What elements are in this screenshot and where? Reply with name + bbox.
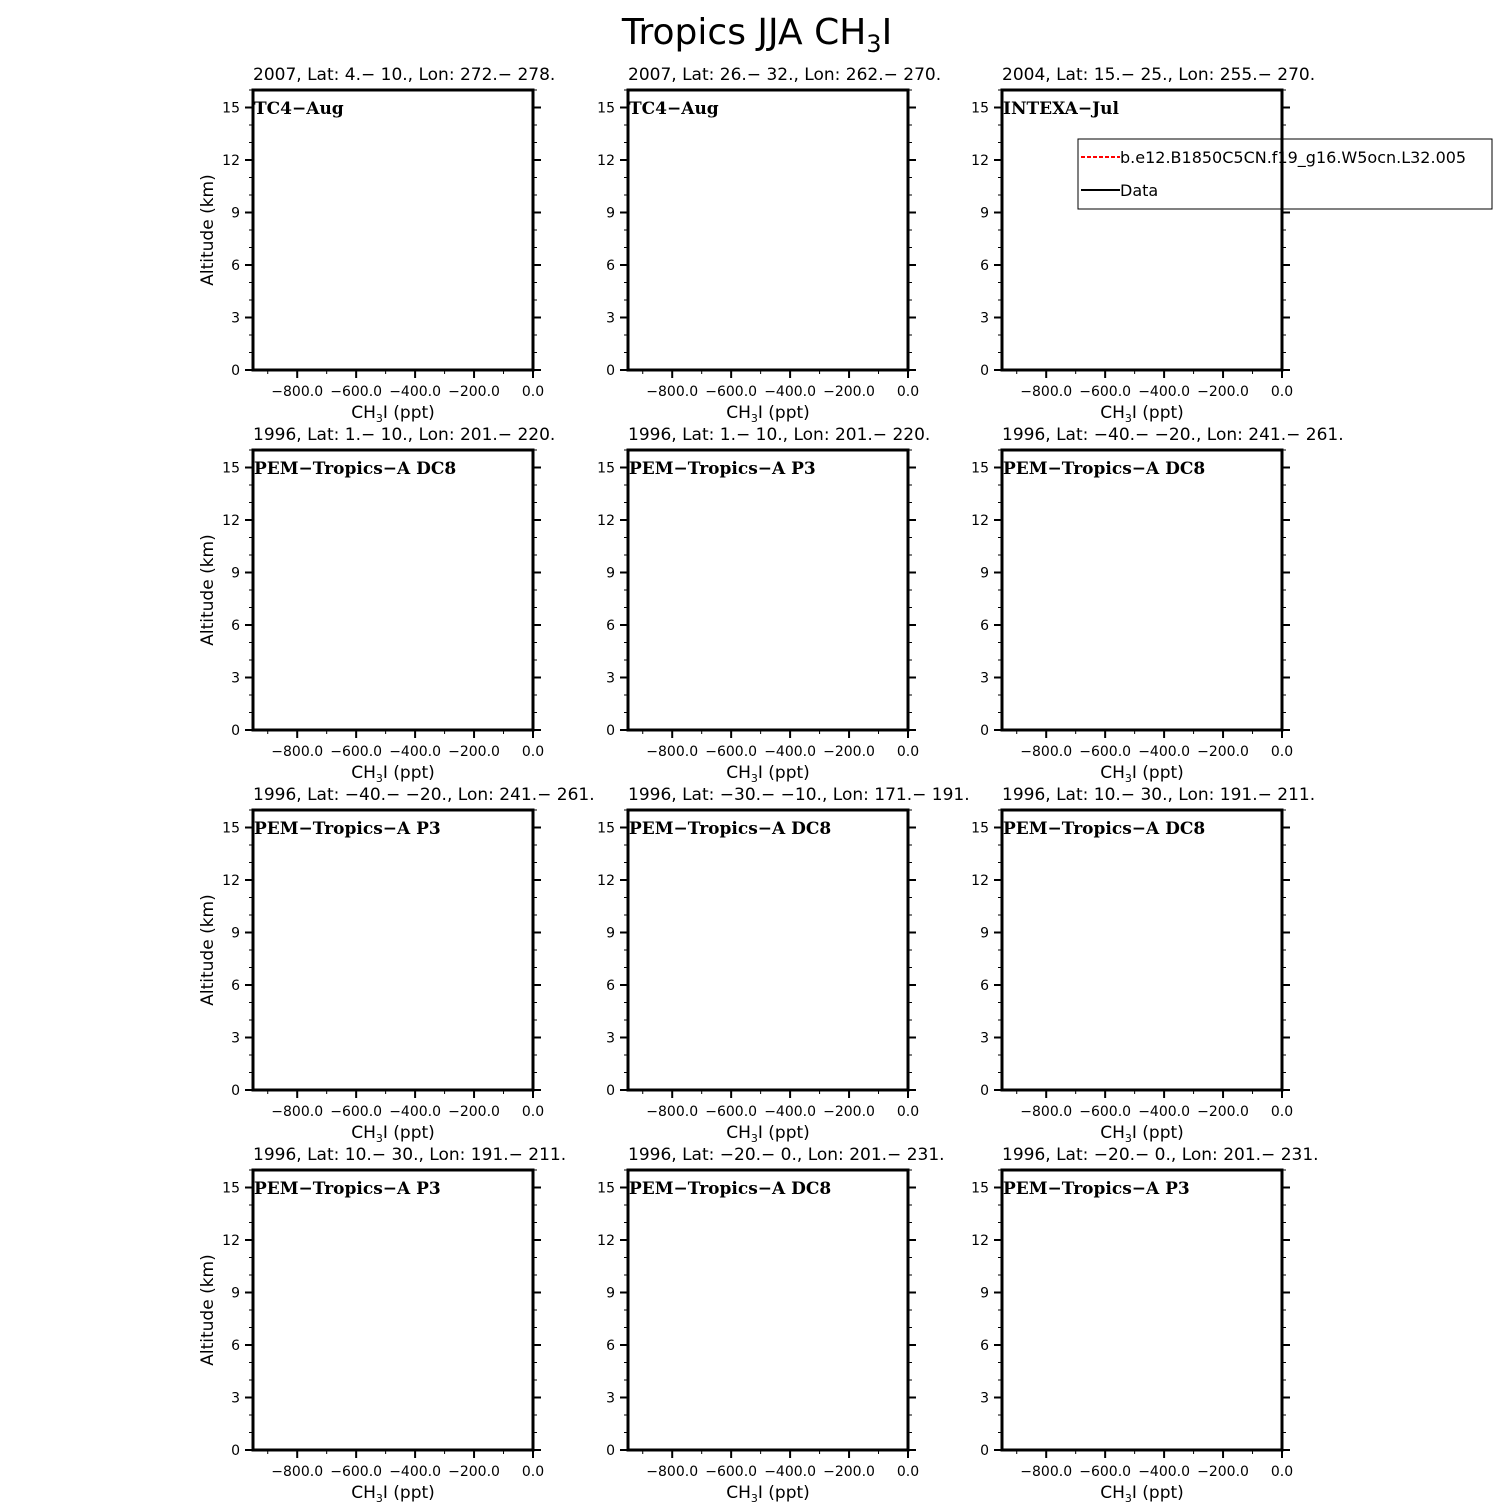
y-tick-label: 9 bbox=[606, 205, 615, 222]
y-tick-label: 12 bbox=[222, 153, 240, 169]
x-tick-label: −200.0 bbox=[448, 1104, 500, 1120]
x-axis-label: $CH_3I$ (ppt) bbox=[726, 1123, 810, 1145]
panel-6 bbox=[971, 425, 1343, 785]
x-tick-label: −600.0 bbox=[330, 1464, 383, 1480]
y-tick-label: 12 bbox=[597, 873, 615, 889]
panel-header: 1996, Lat: −40.− −20., Lon: 241.− 261. bbox=[1002, 425, 1344, 445]
y-tick-label: 0 bbox=[980, 1083, 989, 1099]
x-tick-label: −400.0 bbox=[1138, 744, 1191, 760]
x-tick-label: 0.0 bbox=[1270, 1464, 1294, 1480]
panel-header: 2007, Lat: 4.− 10., Lon: 272.− 278. bbox=[253, 65, 556, 85]
y-tick-label: 0 bbox=[606, 1443, 615, 1459]
panel-header: 1996, Lat: 10.− 30., Lon: 191.− 211. bbox=[253, 1145, 567, 1165]
y-tick-label: 3 bbox=[980, 1030, 989, 1047]
x-tick-label: −200.0 bbox=[823, 744, 875, 760]
panel-8 bbox=[597, 785, 969, 1145]
y-tick-label: 6 bbox=[606, 978, 615, 994]
x-tick-label: 0.0 bbox=[521, 384, 545, 400]
mission-label: PEM−Tropics−A DC8 bbox=[1003, 459, 1206, 479]
y-tick-label: 12 bbox=[971, 873, 989, 889]
y-tick-label: 0 bbox=[231, 723, 240, 739]
panel-4 bbox=[198, 425, 555, 785]
y-tick-label: 9 bbox=[231, 925, 240, 942]
x-tick-label: −600.0 bbox=[330, 1104, 383, 1120]
plot-frame bbox=[1002, 450, 1282, 730]
plot-frame bbox=[253, 450, 533, 730]
mission-label: PEM−Tropics−A DC8 bbox=[254, 459, 457, 479]
panel-header: 1996, Lat: −30.− −10., Lon: 171.− 191. bbox=[628, 785, 970, 805]
mission-label: PEM−Tropics−A DC8 bbox=[629, 819, 832, 839]
y-tick-label: 12 bbox=[597, 1233, 615, 1249]
plot-frame bbox=[253, 1170, 533, 1450]
y-tick-label: 9 bbox=[231, 205, 240, 222]
y-tick-label: 15 bbox=[222, 460, 240, 477]
panel-11 bbox=[597, 1145, 944, 1505]
x-tick-label: −600.0 bbox=[1079, 1464, 1132, 1480]
x-tick-label: −600.0 bbox=[330, 744, 383, 760]
y-tick-label: 12 bbox=[971, 153, 989, 169]
y-tick-label: 12 bbox=[222, 513, 240, 529]
y-tick-label: 6 bbox=[231, 258, 240, 274]
mission-label: TC4−Aug bbox=[629, 99, 719, 119]
x-tick-label: 0.0 bbox=[521, 744, 545, 760]
y-axis-label: Altitude (km) bbox=[198, 174, 218, 286]
plot-frame bbox=[253, 90, 533, 370]
panel-header: 2007, Lat: 26.− 32., Lon: 262.− 270. bbox=[628, 65, 942, 85]
y-tick-label: 3 bbox=[606, 670, 615, 687]
y-tick-label: 0 bbox=[231, 1443, 240, 1459]
x-tick-label: −400.0 bbox=[389, 1104, 442, 1120]
x-tick-label: −200.0 bbox=[1197, 384, 1249, 400]
plot-frame bbox=[253, 810, 533, 1090]
plot-frame bbox=[628, 1170, 908, 1450]
x-tick-label: −800.0 bbox=[646, 384, 699, 400]
y-tick-label: 12 bbox=[597, 513, 615, 529]
y-tick-label: 9 bbox=[231, 1285, 240, 1302]
y-tick-label: 6 bbox=[606, 258, 615, 274]
y-axis-label: Altitude (km) bbox=[198, 894, 218, 1006]
y-tick-label: 9 bbox=[606, 925, 615, 942]
x-tick-label: −200.0 bbox=[1197, 744, 1249, 760]
y-tick-label: 12 bbox=[222, 1233, 240, 1249]
x-tick-label: −600.0 bbox=[705, 744, 758, 760]
panel-header: 1996, Lat: −40.− −20., Lon: 241.− 261. bbox=[253, 785, 595, 805]
x-axis-label: $CH_3I$ (ppt) bbox=[1100, 1123, 1184, 1145]
x-tick-label: 0.0 bbox=[1270, 1104, 1294, 1120]
y-tick-label: 6 bbox=[980, 258, 989, 274]
x-axis-label: $CH_3I$ (ppt) bbox=[351, 1123, 435, 1145]
panel-header: 1996, Lat: −20.− 0., Lon: 201.− 231. bbox=[1002, 1145, 1319, 1165]
x-tick-label: −200.0 bbox=[448, 384, 500, 400]
legend-label-1: b.e12.B1850C5CN.f19_g16.W5ocn.L32.005 bbox=[1120, 148, 1467, 167]
y-tick-label: 0 bbox=[980, 723, 989, 739]
y-tick-label: 15 bbox=[597, 460, 615, 477]
y-tick-label: 15 bbox=[222, 100, 240, 117]
y-tick-label: 15 bbox=[597, 1180, 615, 1197]
mission-label: PEM−Tropics−A P3 bbox=[1003, 1179, 1190, 1199]
y-tick-label: 15 bbox=[971, 820, 989, 837]
x-axis-label: $CH_3I$ (ppt) bbox=[351, 403, 435, 425]
y-tick-label: 3 bbox=[231, 1030, 240, 1047]
x-axis-label: $CH_3I$ (ppt) bbox=[726, 1483, 810, 1505]
y-tick-label: 0 bbox=[606, 1083, 615, 1099]
x-tick-label: −400.0 bbox=[1138, 1464, 1191, 1480]
panel-10 bbox=[198, 1145, 566, 1505]
plot-frame bbox=[628, 90, 908, 370]
y-tick-label: 0 bbox=[231, 363, 240, 379]
x-tick-label: 0.0 bbox=[1270, 384, 1294, 400]
x-tick-label: −800.0 bbox=[646, 1104, 699, 1120]
mission-label: PEM−Tropics−A DC8 bbox=[1003, 819, 1206, 839]
y-tick-label: 9 bbox=[606, 1285, 615, 1302]
panels-grid bbox=[198, 65, 1344, 1505]
y-tick-label: 12 bbox=[971, 513, 989, 529]
x-tick-label: −800.0 bbox=[271, 744, 324, 760]
panel-header: 1996, Lat: 1.− 10., Lon: 201.− 220. bbox=[253, 425, 556, 445]
y-tick-label: 3 bbox=[231, 670, 240, 687]
x-tick-label: −200.0 bbox=[823, 1104, 875, 1120]
x-axis-label: $CH_3I$ (ppt) bbox=[1100, 763, 1184, 785]
x-tick-label: −200.0 bbox=[823, 1464, 875, 1480]
x-tick-label: 0.0 bbox=[896, 384, 920, 400]
panel-12 bbox=[971, 1145, 1318, 1505]
x-axis-label: $CH_3I$ (ppt) bbox=[351, 1483, 435, 1505]
y-tick-label: 6 bbox=[980, 618, 989, 634]
x-tick-label: −800.0 bbox=[271, 1104, 324, 1120]
x-tick-label: −600.0 bbox=[705, 1464, 758, 1480]
y-tick-label: 12 bbox=[222, 873, 240, 889]
x-tick-label: −200.0 bbox=[448, 744, 500, 760]
mission-label: PEM−Tropics−A P3 bbox=[629, 459, 816, 479]
y-tick-label: 9 bbox=[980, 565, 989, 582]
x-tick-label: −400.0 bbox=[764, 1104, 817, 1120]
y-tick-label: 15 bbox=[971, 100, 989, 117]
y-tick-label: 15 bbox=[597, 100, 615, 117]
mission-label: PEM−Tropics−A P3 bbox=[254, 819, 441, 839]
y-tick-label: 3 bbox=[980, 670, 989, 687]
y-tick-label: 3 bbox=[606, 310, 615, 327]
x-axis-label: $CH_3I$ (ppt) bbox=[1100, 403, 1184, 425]
x-tick-label: −200.0 bbox=[1197, 1464, 1249, 1480]
x-tick-label: −400.0 bbox=[764, 744, 817, 760]
plot-frame bbox=[1002, 90, 1282, 370]
plot-frame bbox=[628, 450, 908, 730]
panel-header: 1996, Lat: 10.− 30., Lon: 191.− 211. bbox=[1002, 785, 1316, 805]
x-tick-label: −400.0 bbox=[764, 1464, 817, 1480]
x-tick-label: 0.0 bbox=[1270, 744, 1294, 760]
x-axis-label: $CH_3I$ (ppt) bbox=[726, 403, 810, 425]
x-tick-label: −800.0 bbox=[1020, 1104, 1073, 1120]
y-axis-label: Altitude (km) bbox=[198, 534, 218, 646]
y-tick-label: 9 bbox=[606, 565, 615, 582]
y-tick-label: 15 bbox=[971, 1180, 989, 1197]
x-tick-label: −400.0 bbox=[1138, 384, 1191, 400]
x-tick-label: −800.0 bbox=[1020, 744, 1073, 760]
y-tick-label: 0 bbox=[231, 1083, 240, 1099]
y-tick-label: 9 bbox=[231, 565, 240, 582]
y-tick-label: 6 bbox=[231, 978, 240, 994]
figure-title: Tropics JJA $CH_3I$ bbox=[621, 12, 893, 58]
x-tick-label: −800.0 bbox=[646, 1464, 699, 1480]
plot-frame bbox=[628, 810, 908, 1090]
panel-header: 2004, Lat: 15.− 25., Lon: 255.− 270. bbox=[1002, 65, 1316, 85]
x-tick-label: 0.0 bbox=[896, 1464, 920, 1480]
x-tick-label: −800.0 bbox=[271, 384, 324, 400]
panel-9 bbox=[971, 785, 1315, 1145]
y-tick-label: 15 bbox=[597, 820, 615, 837]
x-tick-label: −400.0 bbox=[764, 384, 817, 400]
panel-header: 1996, Lat: 1.− 10., Lon: 201.− 220. bbox=[628, 425, 931, 445]
x-tick-label: −200.0 bbox=[823, 384, 875, 400]
y-tick-label: 6 bbox=[980, 1338, 989, 1354]
x-tick-label: −600.0 bbox=[1079, 1104, 1132, 1120]
mission-label: INTEXA−Jul bbox=[1003, 99, 1119, 119]
y-tick-label: 6 bbox=[980, 978, 989, 994]
y-tick-label: 12 bbox=[597, 153, 615, 169]
panel-5 bbox=[597, 425, 930, 785]
legend-label-2: Data bbox=[1120, 181, 1159, 200]
x-tick-label: −400.0 bbox=[389, 744, 442, 760]
panel-header: 1996, Lat: −20.− 0., Lon: 201.− 231. bbox=[628, 1145, 945, 1165]
x-axis-label: $CH_3I$ (ppt) bbox=[1100, 1483, 1184, 1505]
panel-1 bbox=[198, 65, 555, 425]
panel-7 bbox=[198, 785, 595, 1145]
y-tick-label: 15 bbox=[971, 460, 989, 477]
x-tick-label: −200.0 bbox=[448, 1464, 500, 1480]
x-tick-label: −200.0 bbox=[1197, 1104, 1249, 1120]
panel-2 bbox=[597, 65, 941, 425]
x-tick-label: −400.0 bbox=[389, 384, 442, 400]
x-axis-label: $CH_3I$ (ppt) bbox=[351, 763, 435, 785]
x-axis-label: $CH_3I$ (ppt) bbox=[726, 763, 810, 785]
plot-frame bbox=[1002, 1170, 1282, 1450]
panel-3 bbox=[971, 65, 1315, 425]
y-tick-label: 3 bbox=[231, 310, 240, 327]
plot-frame bbox=[1002, 810, 1282, 1090]
y-tick-label: 12 bbox=[971, 1233, 989, 1249]
x-tick-label: −600.0 bbox=[1079, 384, 1132, 400]
y-tick-label: 6 bbox=[231, 1338, 240, 1354]
y-tick-label: 0 bbox=[606, 723, 615, 739]
x-tick-label: −800.0 bbox=[1020, 384, 1073, 400]
y-axis-label: Altitude (km) bbox=[198, 1254, 218, 1366]
mission-label: TC4−Aug bbox=[254, 99, 344, 119]
x-tick-label: −600.0 bbox=[705, 384, 758, 400]
y-tick-label: 0 bbox=[606, 363, 615, 379]
y-tick-label: 3 bbox=[606, 1390, 615, 1407]
x-tick-label: −600.0 bbox=[1079, 744, 1132, 760]
x-tick-label: −800.0 bbox=[1020, 1464, 1073, 1480]
y-tick-label: 3 bbox=[606, 1030, 615, 1047]
mission-label: PEM−Tropics−A DC8 bbox=[629, 1179, 832, 1199]
x-tick-label: −600.0 bbox=[330, 384, 383, 400]
y-tick-label: 9 bbox=[980, 1285, 989, 1302]
y-tick-label: 9 bbox=[980, 925, 989, 942]
x-tick-label: −800.0 bbox=[271, 1464, 324, 1480]
y-tick-label: 0 bbox=[980, 363, 989, 379]
y-tick-label: 3 bbox=[980, 1390, 989, 1407]
x-tick-label: −400.0 bbox=[1138, 1104, 1191, 1120]
y-tick-label: 0 bbox=[980, 1443, 989, 1459]
mission-label: PEM−Tropics−A P3 bbox=[254, 1179, 441, 1199]
y-tick-label: 15 bbox=[222, 1180, 240, 1197]
y-tick-label: 6 bbox=[606, 1338, 615, 1354]
y-tick-label: 9 bbox=[980, 205, 989, 222]
x-tick-label: −600.0 bbox=[705, 1104, 758, 1120]
y-tick-label: 6 bbox=[231, 618, 240, 634]
x-tick-label: −400.0 bbox=[389, 1464, 442, 1480]
y-tick-label: 3 bbox=[231, 1390, 240, 1407]
x-tick-label: 0.0 bbox=[896, 1104, 920, 1120]
y-tick-label: 15 bbox=[222, 820, 240, 837]
x-tick-label: −800.0 bbox=[646, 744, 699, 760]
y-tick-label: 3 bbox=[980, 310, 989, 327]
x-tick-label: 0.0 bbox=[896, 744, 920, 760]
y-tick-label: 6 bbox=[606, 618, 615, 634]
x-tick-label: 0.0 bbox=[521, 1104, 545, 1120]
x-tick-label: 0.0 bbox=[521, 1464, 545, 1480]
